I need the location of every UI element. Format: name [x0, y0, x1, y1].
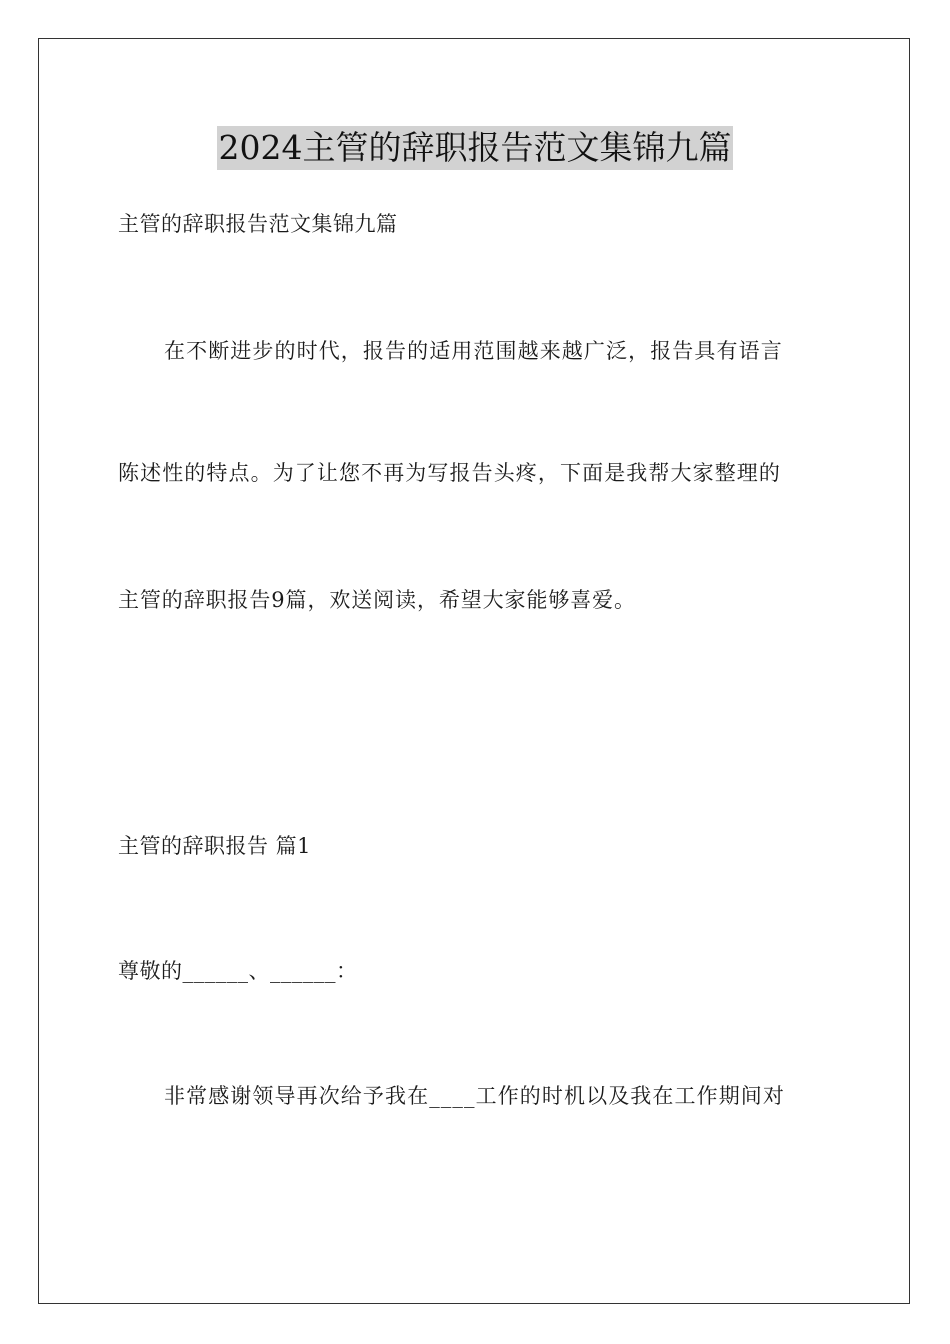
letter-body-line: 非常感谢领导再次给予我在____工作的时机以及我在工作期间对	[164, 1084, 785, 1108]
document-title: 2024主管的辞职报告范文集锦九篇	[217, 126, 734, 170]
intro-paragraph-line: 主管的辞职报告9篇，欢送阅读，希望大家能够喜爱。	[118, 588, 636, 612]
intro-paragraph-line: 在不断进步的时代，报告的适用范围越来越广泛，报告具有语言	[164, 339, 783, 363]
letter-salutation: 尊敬的______、______：	[118, 959, 358, 983]
document-subtitle: 主管的辞职报告范文集锦九篇	[118, 212, 398, 236]
title-container	[0, 126, 950, 170]
section-heading: 主管的辞职报告 篇1	[118, 834, 312, 858]
intro-paragraph-line: 陈述性的特点。为了让您不再为写报告头疼，下面是我帮大家整理的	[118, 461, 781, 485]
